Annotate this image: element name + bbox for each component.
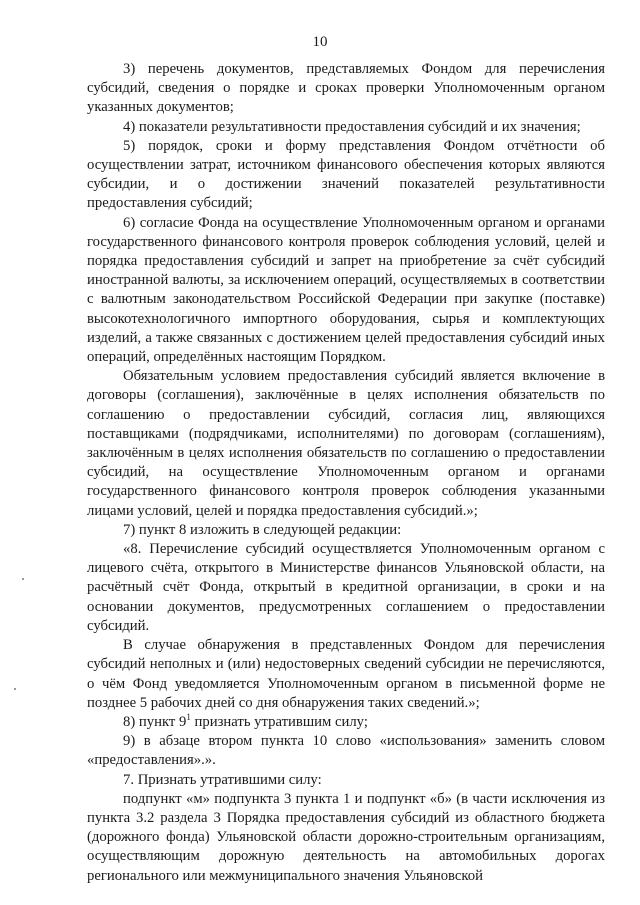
paragraph-item-6: 6) согласие Фонда на осуществление Уполномоченным органом и органами государственного финансового контроля проверок соблюдения условий, целей и порядка предоставления субсидий и запрет на приобретение за счёт субсидий иностранной валюты, за исключением операций, осуществляемых в соответствии с валютным законодательством Российской Федерации при закупке (поставке) высокотехнологичного импортного оборудования, сырья и комплектующих изделий, а также связанных с достижением целей предоставления субсидий иных операций, определённых настоящим Порядком. [87, 214, 605, 366]
paragraph-amendment-7: 7) пункт 8 изложить в следующей редакции: [123, 521, 402, 538]
paragraph-item-5: 5) порядок, сроки и форму представления Фондом отчётности об осуществлении затрат, источником финансового обеспечения которых являются субсидии, и о достижении значений показателей результативности предоставления субсидий; [87, 137, 605, 212]
scan-artifact [22, 578, 24, 580]
clause-superscript: 1 [186, 712, 191, 723]
paragraph-amendment-8 [87, 713, 605, 732]
amendment-8-text: 8) пункт 9 [123, 713, 187, 730]
page-number: 10 [312, 34, 328, 50]
paragraph-repealed-subclauses: подпункт «м» подпункта 3 пункта 1 и подпункт «б» (в части исключения из пункта 3.2 раздела 3 Порядка предоставления субсидий из областного бюджета (дорожного фонда) Ульяновской области дорожно-строительным организациям, осуществляющим дорожную деятельность на автомобильных дорогах регионального или межмуниципального значения Ульяновской [87, 790, 605, 884]
amendment-8-text-end: признать утратившим силу; [190, 713, 368, 730]
scan-artifact [14, 688, 16, 690]
paragraph-item-4: 4) показатели результативности предоставления субсидий и их значения; [123, 118, 581, 135]
paragraph-incomplete-info: В случае обнаружения в представленных Фондом для перечисления субсидий неполных и (или) недостоверных сведений субсидии не перечисляются, о чём Фонд уведомляется Уполномоченным органом в письменной форме не позднее 5 рабочих дней со дня обнаружения таких сведений.»; [87, 637, 605, 711]
paragraph-item-3: 3) перечень документов, представляемых Фондом для перечисления субсидий, сведения о порядке и сроках проверки Уполномоченным органом указанных документов; [87, 61, 605, 116]
paragraph-amendment-9: 9) в абзаце втором пункта 10 слово «использования» заменить словом «предоставления».». [87, 733, 605, 769]
document-body [87, 60, 605, 886]
paragraph-mandatory-condition: Обязательным условием предоставления субсидий является включение в договоры (соглашения), заключённые в целях исполнения обязательств по соглашению о предоставлении субсидий, согласия лиц, являющихся поставщиками (подрядчиками, исполнителями) по договорам (соглашениям), заключённым в целях исполнения обязательств по соглашению о предоставлении субсидий, на осуществление Уполномоченным органом и органами государственного финансового контроля проверок соблюдения указанными лицами условий, целей и порядка предоставления субсидий.»; [87, 368, 605, 519]
paragraph-clause-8: «8. Перечисление субсидий осуществляется Уполномоченным органом с лицевого счёта, открытого в Министерстве финансов Ульяновской области, на расчётный счёт Фонда, открытый в кредитной организации, в сроки и на основании документов, предусмотренных соглашением о предоставлении субсидий. [87, 541, 605, 634]
paragraph-section-7: 7. Признать утратившими силу: [123, 771, 322, 788]
